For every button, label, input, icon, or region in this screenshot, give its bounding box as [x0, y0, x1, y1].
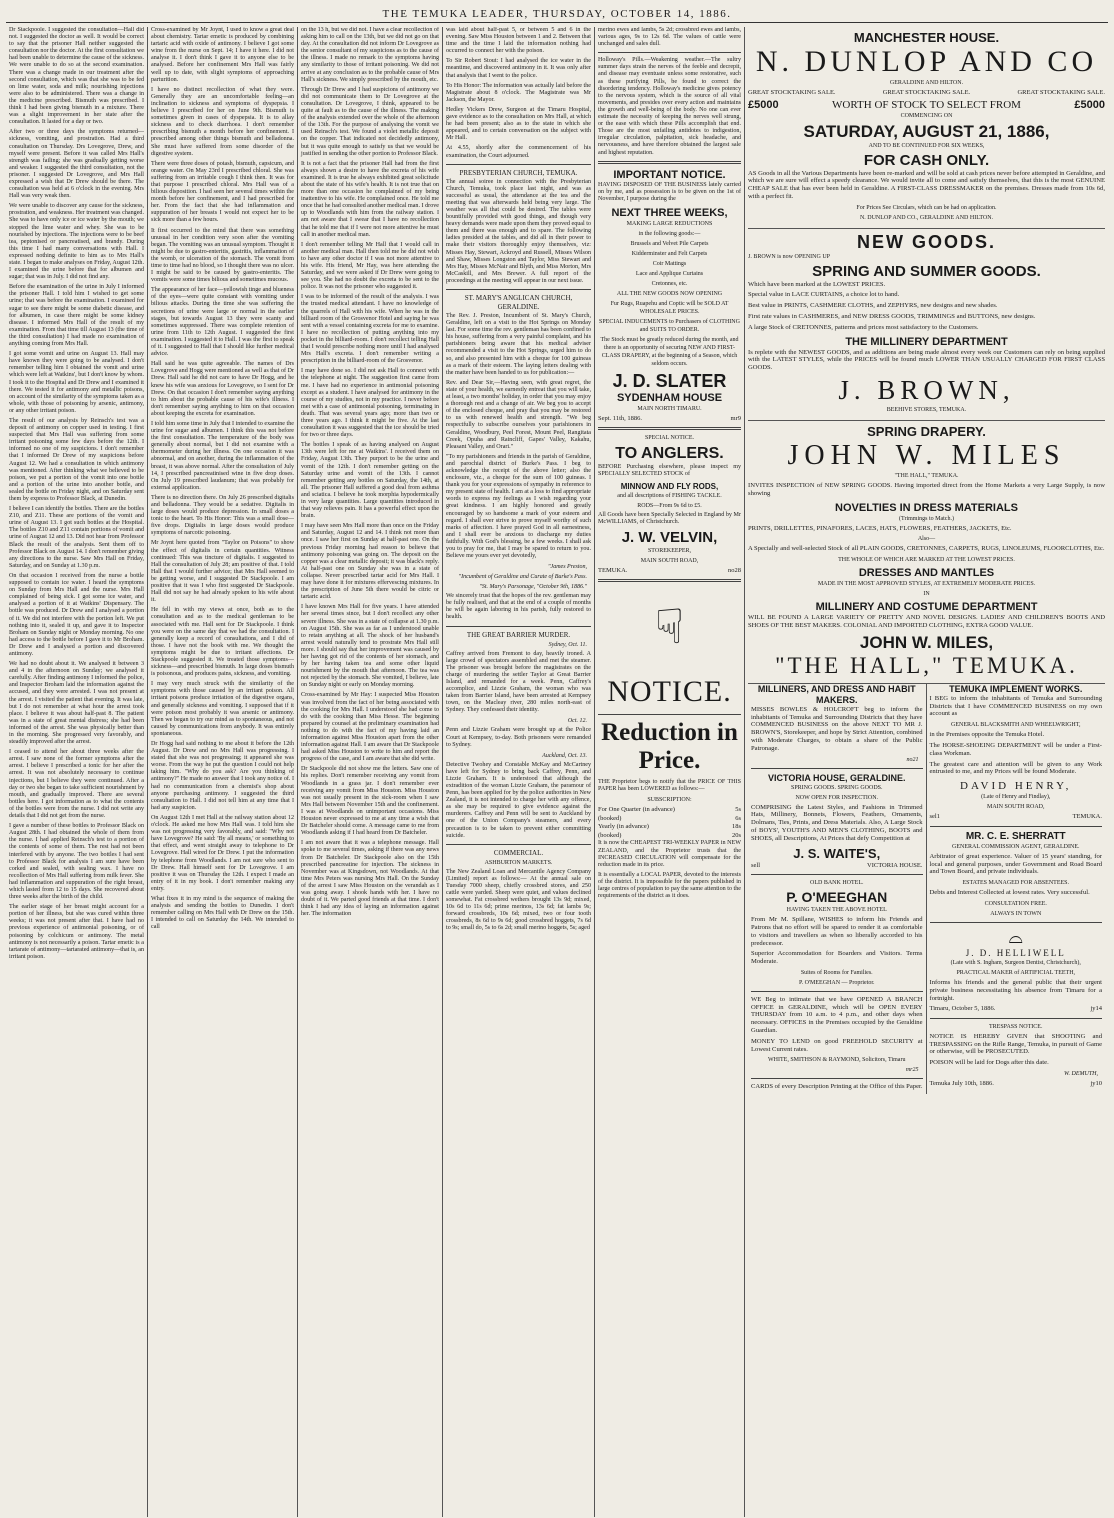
ad-line: ALWAYS IN TOWN: [990, 910, 1042, 917]
col3-paragraph: Dr Stackpoole did not show me the letters. Saw one of his replies. Don't remember receiving any vomit from Woodlands in a grass jar. I don't remember ever receiving any vomit from Miss Houston. Miss Houston was not usually present in the sick-room when I saw Mrs Hall between November 15th and the confinement. I was at Woodlands on unimportant occasions. Miss Houston never expressed to me at any time a wish that Dr Batcheler should come. A message came to me from Woodlands asking if I had heard from Dr Batcheler.: [301, 766, 439, 837]
signature: "St. Mary's Parsonage, "October 9th, 1886.": [479, 584, 587, 591]
ad-body: HAVING DISPOSED OF THE BUSINESS lately carried on by me, and as possession is to be given on the 1st of November, I purpose during the: [598, 181, 741, 202]
ad-line: (Trimmings to Match.): [899, 515, 954, 522]
subscription-price: 18s: [731, 823, 741, 831]
col2-paragraph: On August 12th I met Hall at the railway station about 12 o'clock. He asked me how Mrs Hall was. I told him she was not progressing very favorably, and said: "Why not have Lovegrove? He said: 'By all means,' or something to that effect, and went straight away to telephone to Dr Lovegrove. Hall wired for Dr Drew. I put the information by telephone from Woodlands. I am not sure who sent to Dr Drew. Hall himself sent for Dr Lovegrove. I am positive it was on Thursday the 12th. I expect I made an entry of it in my book. I don't remember making any entry.: [151, 814, 294, 892]
subscription-row: [598, 806, 741, 815]
ad-line: (Late with S. Ingham, Surgeon Dentist, Christchurch),: [950, 959, 1081, 966]
divider: [751, 768, 923, 769]
subscription-row: [598, 815, 741, 824]
ad-name: J. W. VELVIN,: [621, 528, 718, 546]
subscription-price: 6s: [735, 814, 741, 822]
divider: [446, 164, 591, 165]
holloway-ad: Holloway's Pills.—Weakening weather.—The sultry summer days strain the nerves of the feeble and decrepit, and disease may eventuate unless some restorative, such as these purifying Pills, be found to correct the disordering tendency. Holloway's medicine gives potency to the nervous system, which is the source of all vital movements, and presides over every action and maintains the growth and well-being of the body. No one can ever estimate the necessity of keeping the nerves well strung, or the ease with which these Pills accomplish that end. Those are the most unfailing antidotes to indigestion, irregular circulation, palpitation, sick headache, and nervousness, and have therefore obtained the largest sale and highest reputation.: [598, 57, 741, 156]
col3-paragraph: Through Dr Drew and I had suspicions of antimony we did not communicate them to Dr Lovegrove at the consultation. Dr Lovegrove, I think, appeared to be quite at fault as to the cause of the illness. The making of the analysis extended over the whole of the afternoon of the 13th. For the purpose of analysing the vomit we used Reinsch's test. We found a violet metallic deposit on the copper. That indicated not decidedly antimony, but it was quite enough to satisfy us that we would be justified in sending the other portion to Professor Black.: [301, 86, 439, 157]
col2-paragraph: There is no direction there. On July 26 prescribed digitalis and belladonna. They would be a sedative. Digitalis in large doses would produce depression. In small doses a tonic to the heart. To His Honor: This was a small dose—five drops. Digitalis in large doses would produce symptoms of narcotic poisoning.: [151, 494, 294, 537]
ad-line: SPECIAL NOTICE.: [644, 435, 695, 442]
divider: [930, 1018, 1103, 1019]
ad-footer: [598, 567, 741, 576]
ad-body: NOTICE IS HEREBY GIVEN that SHOOTING and TRESPASSING on the Rifle Range, Temuka, in pursuit of Game or otherwise, will be PROSECUTED.: [929, 1032, 1102, 1056]
ad-body: INVITES INSPECTION of NEW SPRING GOODS. Having imported direct from the Home Markets a very Large Supply, is now showing: [748, 482, 1105, 497]
divider: [446, 844, 591, 845]
ad-footer: [930, 1080, 1103, 1089]
ad-body: COMPRISING the Latest Styles, and Fashions in Trimmed Hats, Millinery, Bonnets, Flowers, Feathers, Ornaments, Dolmans, Ties, Prints, and Dress Materials. Also, A Large Stock of BOYS', YOUTH'S AND MEN'S CLOTHING, BOOTS and SHOES, all Descriptions, At Prices that defy Competition at: [751, 803, 923, 842]
col1-paragraph: The result of our analysis by Reinsch's test was a deposit of antimony on copper used in testing. I first suspected that Mrs Hall was suffering from some irritant poisoning some few days before the 12th. I informed no one of my suspicions. I don't remember that I informed Dr Drew of my suspicions before August 12. We had a consultation in which antimony was mentioned. After thinking what we believed to be poison, we put a portion of the vomit into one bottle and a portion of the urine into another bottle, and sealed the bottle on Friday night, and on Saturday sent them by express to Professor Black, at Dunedin.: [9, 417, 144, 502]
ad-line: MAIN SOUTH ROAD,: [640, 557, 699, 564]
ad-body: Informs his friends and the general public that their urgent private business necessitating his absence from Timaru for a fortnight.: [929, 978, 1102, 1002]
ad-heading: DRESSES AND MANTLES: [858, 567, 995, 580]
ad-heading: SPRING AND SUMMER GOODS.: [812, 262, 1041, 280]
col1-paragraph: The earlier stage of her breast might account for a portion of her illness, but she was cured within three weeks; it was not present after that. I have had no previous experience of antimonial poisoning, or of poisoning by colchicum or antimony. The metal antimony is not necessarily a poison. Tartar emetic is a tartarate of antimony—tartarated antimony—that is, an irritant poison.: [9, 904, 144, 960]
ad-line: and all descriptions of FISHING TACKLE.: [617, 492, 722, 499]
ad-body: BEFORE Purchasing elsewhere, please inspect my SPECIALLY SELECTED STOCK of: [598, 464, 741, 478]
ad-ref: no21: [906, 756, 919, 763]
amount: £5000: [748, 98, 779, 111]
ad-body: Superior Accommodation for Boarders and Visitors. Terms Moderate.: [751, 950, 923, 966]
ad-body: CARDS of every Description Printing at the Office of this Paper.: [751, 1083, 923, 1091]
ad-name: J. S. WAITE'S,: [793, 845, 881, 861]
col4-paragraph: Hedley Vickers Drew, Surgeon at the Timaru Hospital, gave evidence as to the consultation on Mrs Hall, at which he had been present; also as to the state in which she appeared, and to certain conversation on the subject with Mr Hall.: [446, 106, 591, 142]
local-text: It is essentially a LOCAL PAPER, devoted to the interests of the district. It is impossible for the papers published in large centres of population to pay the same attention to the requirements of the district as it does.: [598, 871, 741, 900]
col2-paragraph: What fixes it in my mind is the sequence of making the analysis and sending the bottles to Dunedin. I don't remember calling on Mrs Hall with Dr Drew on the 15th. I intended to call on Saturday the 14th. We intended to call: [151, 895, 294, 931]
manchester-house-ad: [748, 27, 1105, 229]
ad-line: NOW OPEN FOR INSPECTION.: [795, 794, 879, 801]
article-heading: THE GREAT BARRIER MURDER.: [466, 630, 571, 639]
col2-paragraph: It first occurred to the mind that there was something unusual in her condition very soon after the vomiting began. The vomiting was an unusual symptom. Thought it might be due to gastro-enteritis, gastritis, inflammation of the womb, or ulceration of the stomach. The vomit from time to time had no blood, so I thought there was no ulcer. I might be said to be caused by gastro-enteritis. The vomits were some times bilious and sometimes mucous.: [151, 227, 294, 284]
worth-line: WORTH OF STOCK TO SELECT FROM: [832, 98, 1021, 111]
ad-heading: THE MILLINERY DEPARTMENT: [845, 335, 1008, 348]
ad-date: Timaru, October 5, 1886.: [929, 1005, 996, 1013]
ad-footer: [598, 415, 741, 424]
ad-heading: TEMUKA IMPLEMENT WORKS.: [949, 683, 1083, 694]
divider: [446, 289, 591, 290]
subscription-heading: SUBSCRIPTION:: [647, 797, 692, 804]
ad-line: WHITE, SMITHSON & RAYMOND, Solicitors, Timaru: [768, 1057, 906, 1064]
ad-body: Best value in PRINTS, CASHMERE CLOTHS, and ZEPHYRS, new designs and new shades.: [748, 302, 998, 310]
subscription-term: (booked): [598, 814, 622, 822]
col1-paragraph: I gave a number of these bottles to Professor Black on August 28th. I had obtained the whole of them from the nurse. I had applied Reinsch's test to a portion of the contents of some of them. The rest had not been interfered with by anyone. The two bottles I had sent to Professor Black for analysis I am sure have been corked and sealed, with sealing wax. I have no recollection of Mrs Hall suffering from milk fever. She had inflammation and suppuration of the right breast, which lasted from 12 to 15 days. She recovered about three weeks after the birth of the child.: [9, 823, 144, 901]
ad-signature: W. DEMUTH,: [1064, 1070, 1098, 1077]
divider: [446, 626, 591, 627]
signature: "Incumbent of Geraldine and Curate of Burke's Pass.: [458, 574, 587, 581]
amount: £5000: [1074, 98, 1105, 111]
ad-line: MAIN NORTH TIMARU.: [637, 405, 702, 412]
col1-paragraph: We were unable to discover any cause for the sickness, prostration, and weakness. Her treatment was changed. She was to have only ice or ice water by the mouth; we stopped the lime water and whey. She was to be nourished by injections. The injections were to be beef tea, peptonised or pancreatised, and brandy. During this time I had many conversations with Hall. I expressed nothing definite to him as to Mrs Hall's state. I began to make analyses on Friday, August 12th. I examined the urine before that for albumen and sugar; that was in July. I did not find any.: [9, 203, 144, 281]
col2-paragraph: Hall said he was quite agreeable. The names of Drs Lovegrove and Hogg were mentioned as well as that of Dr Drew. Hall said he did not care to have Dr Hogg, and he knew his wife was anxious for Lovegrove, so I sent for Dr Drew. On that occasion I don't remember saying anything to him about the probable cause of his wife's illness. I don't remember saying anything to him on that occasion about keeping the excreta for examination.: [151, 361, 294, 417]
col2-paragraph: There were three doses of potash, bismuth, capsicum, and orange water. On May 23rd I prescribed chloral. She was suffering from an irritable cough I think then. It was for that purpose I prescribed chloral. Mrs Hall was of a bilious disposition. I had seen her several times within the month before her confinement, and I had prescribed for her. From the fact that she had inflammation and suppuration of her breasts I would not expect her to be sick more than a few hours.: [151, 160, 294, 224]
ad-title: MANCHESTER HOUSE.: [853, 30, 1000, 45]
ad-heading: NEXT THREE WEEKS,: [611, 206, 728, 219]
ad-heading: MILLINERY AND COSTUME DEPARTMENT: [815, 601, 1038, 614]
ad-line: MINNOW AND FLY RODS,: [620, 481, 719, 491]
col4-paragraph: To His Honor: The information was actually laid before the Magistrate about 8 o'clock. The Magistrate was Mr Jackson, the Mayor.: [446, 82, 591, 103]
col3-paragraph: I have known Mrs Hall for five years. I have attended her several times since, but I don't recollect any other severe illness. She was in a state of collapse at 1.30 p.m. on August 15th. She was as far as I understood unable to retain anything at all. The shock of her husband's arrest would naturally tend to prostrate Mrs Hall still more. I should say that her improvement was caused by her having got rid of the contents of her stomach, and by her having taken tea and some other liquid nourishment by the mouth that afternoon. The tea was not rejected by the stomach. She vomited, I believe, late on Sunday night or early on Monday morning.: [301, 604, 439, 689]
ad-heading: TO ANGLERS.: [615, 445, 724, 463]
ad-body: Is replete with the NEWEST GOODS, and as additions are being made almost every week our Customers can rely on being supplied with the LATEST STYLES, while the PRICES will be found much LOWER THAN USUALLY CHARGED FOR FIRST CLASS GOODS.: [748, 348, 1105, 372]
ad-line: J. BROWN is now OPENING UP: [748, 253, 831, 260]
article-body: The New Zealand Loan and Mercantile Agency Company (Limited) report as follows:— At the annual sale on Tuesday 7000 sheep, chiefly crossbred stores, and 250 cattle were yarded. Sheep were quiet, and values declined somewhat. Fat crossbred wethers brought 13s 9d; mixed, 10s 6d to 11s 6d; prime merinos, 13s 6d; fat lambs 9s; forward crossbreds, 10s 6d; mixed, two or four tooth crossbreds, 8s 6d to 9s 6d; good crossbred hoggets, 7s 6d to 9s; small do, 5s to 6s 2d; small merino hoggets, 5s; aged: [446, 868, 591, 932]
divider: [598, 52, 741, 53]
ad-line: THE WHOLE OF WHICH ARE MARKED AT THE LOWEST PRICES.: [838, 557, 1015, 564]
ad-line: RODS—From 9s 6d to £5.: [637, 502, 702, 509]
ad-name: N. DUNLOP AND CO: [755, 45, 1098, 78]
col3-paragraph: I don't remember telling Mr Hall that I would call in another medical man. Hall then told me he did not wish to have any other doctor if I was not more attentive to his wife. His friend, Mr Hay, was here attending the Saturday, and we were asked if Dr Drew were going to see you. She had no doubt the excreta to be sent to the police. It was not the prisoner who suggested it.: [301, 241, 439, 291]
ad-heading: VICTORIA HOUSE, GERALDINE.: [767, 772, 906, 783]
article-body: The Rev. J. Preston, Incumbent of St. Mary's Church, Geraldine, left on a visit to the Hot Springs on Monday last. For some time the rev. gentleman has been confined to his house, suffering from a very painful complaint, and his parishioners being aware that his medical adviser recommended a visit to the Hot Springs, urged him to do so, and also presented him with a cheque for 100 guineas as a mark of their esteem. The laying letters dealing with the matter have been handed to us for publication:—: [446, 313, 591, 376]
important-notice-ad: [598, 168, 741, 424]
col1-paragraph: I believe I can identify the bottles. There are the bottles Z10, and Z11. These are portions of the vomit and urine of August 13. I got such bottles at the Hospital. The bottles Z10 and Z11 contain portions of vomit and urine of August 12 and 13. Did not hear from Professor Black the result of the analysis. Sent them off to Professor Black on August 14. I don't remember giving any directions to the nurse. Saw Mrs Hall on Friday, Saturday, and on Sunday at 1.30 p.m.: [9, 506, 144, 569]
sale-line: GREAT STOCKTAKING SALE.: [748, 89, 836, 96]
divider: [598, 579, 741, 582]
col1-paragraph: I ceased to attend her about three weeks after the arrest. I saw none of the former symptoms after the arrest. I believe I prescribed a tonic for her after the arrest. It was not absolutely necessary to continue injections, but I believe they were continued. After a day or two she began to take sufficient nourishment by mouth, and gradually improved. There are several bottles here. I got information as to what the contents of the bottles were from the nurse. I did not write any details that I did not get from the nurse.: [9, 749, 144, 820]
ad-line: Fur Rugs, Ruapehu and Coptic will be SOLD AT WHOLESALE PRICES.: [610, 300, 729, 315]
col3-paragraph: The bottles I speak of as having analysed on August 13th were left for me at Watkins'. I received them on Friday, August 13th. They purport to be the urine and vomit of the 12th. I don't remember getting on the Saturday urine and vomit of the 13th. I cannot remember getting any bottles on Saturday, the 14th, at all. The prisoner Hall suffered a good deal from asthma and sciatica. I believe he took morphia hypodermically in very large quantities. Large quantities introduced in that way relieves pain. It has a powerful effect upon the brain.: [301, 442, 439, 520]
col2-paragraph: I have no distinct recollection of what they were. Generally they are an uncomfortable feeling—an inclination to sickness and symptoms of dyspepsia. I believe I prescribed for her on June 9th. Bismuth is sometimes given in cases of dyspepsia. It is to allay sickness and to check diarrhoea. I don't remember prescribing bismuth a month before her confinement. I prescribed among other things bismuth and belladonna. She must have suffered from some disorder of the digestive system.: [151, 86, 294, 157]
ad-ref: mr9: [730, 414, 741, 422]
ad-line: AND TO BE CONTINUED FOR SIX WEEKS,: [868, 142, 985, 149]
col3-paragraph: Cross-examined by Mr Hay: I suspected Miss Houston was involved from the fact of her being associated with the cooking for Mrs Hall. I understood she had come to do with the cooking than Miss Hesse. The beginning prepared by counsel at the preliminary examination had nothing to do with the fact of my having laid an information against Miss Houston apart from the other information against Hall. I am aware that Dr Stackpoole had asked Miss Houston to write to him and report the progress of the case, and I am aware that she did write.: [301, 692, 439, 763]
subscription-price: 5s: [735, 806, 741, 814]
ad-line: in the following goods:—: [638, 230, 701, 237]
ad-body: Arbitrator of great experience. Valuer of 15 years' standing, for local and general purposes, under Government and Road Board and Town Board, and private individuals.: [929, 852, 1102, 876]
ad-line: P. O'MEEGHAN — Proprietor.: [798, 979, 875, 986]
ad-body: AS Goods in all the Various Departments have been re-marked and will be sold at cash prices never before attempted in Geraldine, and which we are sure will effect a speedy clearance. We would invite all to come and satisfy themselves, that this is the most GENUINE CHEAP SALE that has ever been held in Geraldine. A FIRST-CLASS DRESSMAKER on the premises. Dresses made from 10s 6d, with a perfect fit.: [748, 169, 1105, 200]
cash-only: FOR CASH ONLY.: [863, 151, 990, 169]
ad-body: A large Stock of CRETONNES, patterns and prices most satisfactory to the Customers.: [748, 323, 979, 331]
col1-paragraph: Dr Stackpoole. I suggested the consultation—Hall did not. I suggested the doctor as well. It would be correct to say that the prisoner Hall neither suggested the consultation nor the doctor. At the first consultation we had been unable to determine the cause of the sickness. We were unable to do so at the second examination. There was a change made in our treatment after the second consultation, which was that she was to be fed on lime water, soda and milk; nourishing injections were also to be administered. There was a change in the medicine prescribed. Bismuth was prescribed. I think I had been giving bismuth in a mixture. There was a slight improvement in her state after the consultation. It lasted for a day or two.: [9, 27, 144, 126]
ad-name: JOHN W. MILES: [787, 440, 1066, 472]
ad-name: "THE HALL," TEMUKA.: [775, 652, 1078, 678]
dateline: Sydney, Oct. 11.: [548, 641, 587, 648]
ad-line: Suites of Rooms for Families.: [800, 969, 873, 976]
lower-ads: [748, 684, 1105, 1094]
columns: [6, 27, 1108, 1517]
masthead: THE TEMUKA LEADER, THURSDAY, OCTOBER 14, 1886.: [6, 6, 1108, 23]
sale-line: GREAT STOCKTAKING SALE.: [1017, 89, 1105, 96]
ad-body: WE Beg to intimate that we have OPENED A BRANCH OFFICE in GERALDINE, which will be OPEN EVERY THURSDAY from 10 a.m. to 4 p.m., and other days when necessary. OFFICES in the Premises occupied by the Geraldine Guardian.: [751, 995, 923, 1035]
subscription-price: 20s: [731, 831, 741, 839]
ad-line: GENERAL COMMISSION AGENT, GERALDINE.: [952, 843, 1080, 850]
ad-line: SYDENHAM HOUSE: [616, 391, 723, 404]
ad-line: Brussels and Velvet Pile Carpets: [630, 240, 709, 247]
col2-paragraph: Mr Joynt here quoted from "Taylor on Poisons" to show the effect of digitalis in certain quantities. Witness continued: This was tincture of digitalis. I suggested to Hall the consultation of July 28; am positive of that. I told Hall that I would further advice; that Mrs Hall seemed to be getting worse, and I suggested Dr Stackpoole. I am positive that it was I who first suggested Dr Stackpoole. Hall did not say he had already spoken to his wife about it.: [151, 540, 294, 604]
subscription-term: (booked): [598, 831, 622, 839]
ad-name: JOHN W. MILES,: [859, 632, 994, 652]
column-4: [443, 27, 595, 1517]
ad-ref: jy10: [1090, 1079, 1102, 1087]
column-2: [148, 27, 298, 1517]
ad-line: PRACTICAL MAKER of ARTIFICIAL TEETH,: [956, 969, 1076, 976]
ad-name: MR. C. E. SHERRATT: [965, 830, 1066, 842]
ad-line: BEEHIVE STORES, TEMUKA.: [886, 407, 967, 414]
divider: [930, 826, 1103, 827]
ad-line: SPECIAL INDUCEMENTS to Purchasers of CLOTHING and SUITS TO ORDER.: [599, 318, 740, 333]
article-heading: ST. MARY'S ANGLICAN CHURCH, GERALDINE.: [464, 294, 573, 311]
ad-footer: [930, 813, 1103, 822]
col1-paragraph: Before the examination of the urine in July I informed the prisoner Hall. I told him I wished to get some urine; that was before the examination. I examined for sugar to see there might be some diabetic disease, and for albumen, in case there might be some kidney disease. I informed Mrs Hall of the result of my examination. From that time till August 13 (the time of the third consultation) I had made no examination of anything coming from Mrs Hall.: [9, 284, 144, 348]
ad-ref: no28: [728, 566, 741, 574]
ad-town: TEMUKA.: [1072, 813, 1102, 821]
ad-line: (Late of Henry and Findlay),: [981, 794, 1051, 801]
ad-line: Cretonnes, etc.: [651, 280, 688, 287]
ad-line: N. DUNLOP AND CO., GERALDINE AND HILTON.: [859, 214, 994, 221]
cheapest-text: It is now the CHEAPEST TRI-WEEKLY PAPER in NEW ZEALAND, and the Proprietor trusts that the INCREASED CIRCULATION will compensate for the reduction made in its price.: [598, 840, 741, 868]
sale-date: SATURDAY, AUGUST 21, 1886,: [803, 121, 1050, 141]
col2-paragraph: Cross-examined by Mr Joynt, I used to know a great deal about chemistry. Tartar emetic is produced by combining tartaric acid with oxide of antimony. I believe I got some wine from the nurse on Sept. 14; I have it here. I did not analyse it. I don't think I gave it to anyone else to be analysed. Before her confinement Mrs Hall was fairly well up to date, with slight symptoms of approaching parturition.: [151, 27, 294, 83]
divider: [930, 922, 1103, 923]
column-5: [595, 27, 745, 1517]
divider: [751, 991, 923, 992]
ad-ref: sel1: [929, 813, 940, 821]
article-heading: PRESBYTERIAN CHURCH, TEMUKA.: [459, 168, 578, 177]
article-body: We sincerely trust that the hopes of the rev. gentleman may be fully realised, and that at the end of a couple of months he will be again laboring in his parish, fully restored to health.: [446, 593, 591, 621]
ad-line: COMMENCING ON: [900, 112, 953, 119]
article-subheading: ASHBURTON MARKETS.: [484, 859, 553, 866]
ad-name: DAVID HENRY,: [960, 780, 1072, 793]
col4-paragraph: At 4.55, shortly after the commencement of his examination, the Court adjourned.: [446, 145, 591, 159]
ad-line: ESTATES MANAGED FOR ABSENTEES.: [962, 880, 1070, 887]
ad-line: HAVING TAKEN THE ABOVE HOTEL: [786, 907, 887, 914]
ad-body: in the Premises opposite the Temuka Hotel.: [929, 731, 1045, 739]
market-text: merino ewes and lambs, 5s 2d; crossbred ewes and lambs, various ages, 9s to 12s 6d. The values of cattle were unchanged and sales dull.: [598, 27, 741, 48]
col2-paragraph: I may very much struck with the similarity of the symptoms with those caused by an irritant poison. All irritant poisons produce irritation of the digestive organs, and generally sickness and vomiting. I supposed that if it were poison most probably it was arsenic or antimony. Then we began to try our mind as to spontaneous, and not caused by communications from anybody. It was entirely spontaneous.: [151, 681, 294, 737]
col1-paragraph: On that occasion I received from the nurse a bottle supposed to contain ice water. I heard the symptoms on Sunday from Mrs Hall and the nurse. Mrs Hall complained of being sick. I got some ice water, and analysed a portion of it at Watkins' Dispensary. The bottle was produced. Dr Drew and I analysed a portion of it. We did not interfere with the portion left. We put nothing into it, sealed it up, and gave it to Inspector Broham on Sunday night or Monday morning. No one had access to the bottle before I gave it to Mr Broham. Dr Drew and I analysed a portion and discovered antimony.: [9, 572, 144, 657]
ad-body: First rate values in CASHMERES, and NEW DRESS GOODS, TRIMMINGS and BUTTONS, new designs.: [748, 313, 1036, 321]
ad-ref: sell: [751, 861, 761, 869]
ad-line: MADE IN THE MOST APPROVED STYLES, AT EXTREMELY MODERATE PRICES.: [817, 581, 1036, 588]
divider: [751, 1078, 923, 1079]
col2-paragraph: He fell in with my views at once, both as to the consultation and as to the medical gentleman to be associated with me. Hall sent for Dr Stackpoole. I think you were on the same day that we had the consultation. I generally keep a record of consultations, and I did of those. I have not the book with me. We thought the symptoms might be due to irritant affections. Dr Stackpoole suggested it. We treated those symptoms—sickness—and prescribed bismuth. In large doses bismuth is poisonous, and produces pains, sickness, and vomiting.: [151, 607, 294, 678]
article-body: Penn and Lizzie Graham were brought up at the Police Court at Kempsey, to-day. Both prisoners were remanded to Sydney.: [446, 727, 591, 748]
divider: [598, 427, 741, 430]
ad-body: MONEY TO LEND on good FREEHOLD SECURITY at Lowest Current rates.: [751, 1037, 923, 1053]
ad-body: The greatest care and attention will be given to any Work entrusted to me, and my Prices will be found Moderate.: [929, 760, 1102, 776]
col2-paragraph: I told him some time in July that I intended to examine the urine for sugar and albumen. I think this was not before the first consultation. The temperature of the body was generally about normal, but I did not examine with a thermometer during her illness. On one occasion it was abnormal, and on another, during the inflammation of the breast, it was above normal. After the consultation of July 14, I prescribed pancreatinised wine in five drop doses. On July 19 prescribed laudanum; that was probably for external application.: [151, 420, 294, 491]
ad-name: J. BROWN,: [838, 375, 1015, 406]
col3-paragraph: I may have seen Mrs Hall more than once on the Friday and Saturday, August 12 and 14. I think not more than once. I saw her first on Sunday at half-past one. On the previous Friday morning had reason to believe that antimony poisoning was going on. The deposit on the copper was a clear metallic deposit; it was black's reply. At half-past one on Sunday she was in a state of collapse. Never prescribed tartar acid for Mrs Hall. I may have done it for mixtures effervescing mixtures. In the prescription of June 5th there would be citric or tartaric acid.: [301, 523, 439, 601]
ad-body: All Goods have been Specially Selected in England by Mr McWILLIAMS, of Christchurch.: [598, 511, 741, 525]
letter-body: "To my parishioners and friends in the parish of Geraldine, and parochial district of Burke's Pass. I beg to acknowledge the receipt of the above letter; also the enclosure, viz., a cheque for the sum of 100 guineas. I thank you for your expressions of sympathy in reference to my present state of health. I am at a loss to find appropriate words to express my feelings as I wish regarding your great kindness. I am highly honored and greatly encouraged by so handsome a mark of your esteem and regard. I shall ever strive to prove myself worthy of such marks of affection. I have prayed God in all earnestness, and I shall ever be anxious to discharge my duties faithfully. With God's blessing, be a few weeks. I shall ask you to pray for me, that I may be spared to return to you. Believe me yours ever yet devotedly,: [446, 453, 591, 560]
ad-heading: NOVELTIES IN DRESS MATERIALS: [835, 501, 1018, 514]
article-body: Caffrey arrived from Fremont to day, heavily ironed. A large crowd of spectators assembled and met the steamer. The prisoner was brought before the magistrates on the charge of murdering the settler Taylor at Great Barrier Island, and remanded for a week. Penn, Caffrey's accomplice, and Lizzie Graham, the woman who was taken from Barrier Island, have been arrested at Kempsey town, on the Macleay river, 280 miles north-east of Sydney. They confessed their identity.: [446, 650, 591, 714]
ad-line: IN: [923, 591, 930, 598]
ad-line: Lace and Applique Curtains: [635, 270, 704, 277]
ad-line: Kidderminster and Felt Carpets: [631, 250, 708, 257]
ad-line: GERALDINE AND HILTON.: [889, 80, 964, 86]
ad-name: P. O'MEEGHAN: [786, 889, 888, 906]
ad-body: Special value in LACE CURTAINS, a choice lot to hand.: [748, 291, 900, 299]
ad-body: POISON will be laid for Dogs after this date.: [929, 1059, 1049, 1067]
ad-line: CONSULTATION FREE.: [984, 900, 1047, 907]
subscription-row: [598, 832, 741, 841]
dateline: Auckland, Oct. 13.: [542, 752, 587, 759]
column-3: [298, 27, 443, 1517]
ad-town: TEMUKA.: [598, 566, 628, 574]
lower-ads-right: [927, 684, 1106, 1094]
ad-heading: NEW GOODS.: [856, 231, 996, 252]
sale-lines: [748, 89, 1105, 98]
tooth-icon: ⌓: [1008, 926, 1023, 947]
ad-ref: mr25: [905, 1067, 919, 1074]
lower-ads-left: [748, 684, 927, 1094]
letter-body: Rev. and Dear Sir,—Having seen, with great regret, the state of your health, we earnestly entreat that you will take, at least, a two months' holiday, in order that you may enjoy a thorough rest and a change of air. We beg you to accept of the enclosed cheque, and pray that you may be restored to us with renewed health and strength. "We beg respectfully to subscribe ourselves your parishioners in Geraldine, Woodbury, Peel Forest, Mount Peel, Rangitata Creek, Opuha and Raincliff, Gapes' Valley, Kakahu, Pleasant Valley, and Orari.": [446, 379, 591, 450]
reduction-heading: Reduction in Price.: [601, 719, 738, 775]
new-goods-ad: [748, 229, 1105, 421]
ad-body: Which have been marked at the LOWEST PRICES.: [748, 280, 886, 288]
ad-footer: [930, 1005, 1103, 1014]
signature: "James Preston,: [548, 564, 587, 571]
ad-footer: [751, 862, 923, 871]
ad-body: From Mr M. Spillane, WISHES to inform his Friends and Patrons that no effort will be spared to render it as comfortable to visitors and travellers as when so liberally accorded to his predecessor.: [751, 916, 923, 947]
col3-paragraph: I am not aware that it was a telephone message. Hall spoke to me several times, asking if there was any news from Dr Batcheler. Dr Stackpoole also on the 15th prescribed pancreatine for injection. The sickness in November was at Kingsdown, not Woodlands. At that time Mrs Peters was nursing Mrs Hall. On the Sunday of the arrest I saw Miss Houston on the verandah as I was going away. I shook hands with her. I have no doubt of it. We parted good friends at that time. I don't think I had any idea of laying an information against her. The information: [301, 840, 439, 918]
column-6-ads: [745, 27, 1108, 1517]
john-miles-ad: [748, 421, 1105, 684]
divider: [751, 874, 923, 875]
ad-body: A Specially and well-selected Stock of all PLAIN GOODS, CRETONNES, CARPETS, RUGS, LINOLEUMS, FLOORCLOTHS, Etc.: [748, 545, 1105, 553]
ad-body: MISSES BOWLES & HOLCROFT beg to inform the inhabitants of Temuka and Surrounding Districts that they have COMMENCED BUSINESS on the above NEXT TO MR J. BROWN'S, Storekeeper, and hope by Strict Attention, combined with Moderate Charges, to obtain a share of the Public Patronage.: [751, 705, 923, 752]
ad-line: MAIN SOUTH ROAD,: [986, 804, 1045, 811]
ad-body: WILL BE FOUND A LARGE VARIETY OF PRETTY AND NOVEL DESIGNS. LADIES' AND CHILDREN'S BOOTS AND SHOES OF THE BEST MAKERS. COLONIAL AND IMPORTED CLOTHING, EXTRA GOOD VALUE.: [748, 614, 1105, 630]
col3-paragraph: on the 13 h, but we did not. I have a clear recollection of asking him to call on the 13th, but we did not go on that day. At the consultation did not inform Dr Lovegrove as the senior consultant of my suspicions as to the cause of the illness. I made no remark to the symptoms having any similarity to those of irritant poisoning. We did not arrive at any conclusion as to the probable cause of Mrs Hall's sickness. We simply prescribed by the mouth, etc.: [301, 27, 439, 83]
article-body: The annual soiree in connection with the Presbyterian Church, Temuka, took place last night, and was as successful as usual, the attendance at the tea and the meeting that was afterwards held being very large. The weather was all that could be desired. The tables were bountifully provided with good things, and though very heavy demands were made upon them they proved equal to them and there was enough and to spare. The following ladies presided at the tables, and did all in their power to make their visitors thoroughly enjoy themselves, viz: Misses Hay, Stewart, Ackroyd and Russell, Misses Wilson and Shaw, Misses Longston and Taylor, Miss Stewart and Mrs Hay, Misses McNair and Blyth, and Miss Morton, Mrs McCaskill, and Mrs Brewer. A full report of the proceedings at the meeting will appear in our next issue.: [446, 178, 591, 284]
notice-heading: NOTICE.: [607, 675, 732, 709]
ad-heading: SPRING DRAPERY.: [867, 424, 986, 440]
ad-line: OLD BANK HOTEL.: [810, 880, 864, 887]
ad-name: J. D. HELLIWELL: [965, 947, 1066, 958]
ad-line: STOREKEEPER,: [647, 547, 692, 554]
ad-body: PRINTS, DRILLETTES, PINAFORES, LACES, HATS, FLOWERS, FEATHERS, JACKETS, Etc.: [748, 524, 1012, 532]
pointing-hand-icon: ☟: [654, 601, 685, 655]
ad-line: Coir Mattings: [652, 260, 687, 267]
ad-line: Also—: [917, 536, 936, 543]
ad-line: GENERAL BLACKSMITH AND WHEELWRIGHT,: [951, 722, 1081, 729]
ad-body: Debts and Interest Collected at lowest rates. Very successful.: [929, 889, 1090, 897]
amount-row: [748, 98, 1105, 112]
ad-body: I BEG to inform the inhabitants of Temuka and Surrounding Districts that I have COMMENCED BUSINESS on my own account as: [929, 694, 1102, 718]
article-heading: COMMERCIAL.: [493, 848, 544, 857]
col2-paragraph: The appearance of her face—yellowish tinge and blueness of the eyes—were quite constant with vomiting under bilious attacks. During the time she was suffering the secretions of urine were large or normal in the earlier stages, but towards August 13 they were scanty and sometimes suppressed. There was complete retention of urine from 11th to 12th August. I suggested the first examination. I suggested it to Hall. I was the first to speak of it. I suggested to Hall that I should like further medical advice.: [151, 287, 294, 358]
sale-line: GREAT STOCKTAKING SALE.: [882, 89, 971, 96]
subscription-term: For One Quarter (in advance): [598, 806, 675, 814]
col1-paragraph: We had no doubt about it. We analysed it between 3 and 4 in the afternoon on Sunday; we analysed it carefully. After finding antimony I informed the police, and Inspector Broham laid the information against the accused, and they were arrested. I was not present at the arrest. I visited the patient that evening. It was late, but I do not remember at what hour the arrest took place. I believe it was about half-past 8. The patient was in a state of great mental distress; she had been informed of the arrest. She was physically better than in the morning. She progressed very favorably, and steadily improved after the arrest.: [9, 661, 144, 746]
ad-ref: jy14: [1090, 1005, 1102, 1013]
subscription-row: [598, 823, 741, 832]
ad-place: VICTORIA HOUSE.: [867, 861, 923, 869]
col4-paragraph: To Sir Robert Stout: I had analysed the ice water in the meantime, and discovered antimony in it. It was only after that analysis that I went to the police.: [446, 58, 591, 79]
ad-line: MAKING LARGE REDUCTIONS: [626, 220, 713, 227]
divider: [598, 714, 741, 715]
ad-heading: MILLINERS, AND DRESS AND HABIT MAKERS.: [757, 683, 916, 705]
anglers-ad: [598, 434, 741, 575]
col3-paragraph: I may have done so. I did not ask Hall to connect with the telephone at night. The suggestion first came from me. I have had no experience in antimonial poisoning except as a student. I have analysed for antimony in the course of my studies, not in my practice. I never before met with a case of antimonial poisoning, terminating in death. That was several years ago; more than two or three years ago. I think it might be five. At the last consultation it was suggested that the ice should be tried for two or three days.: [301, 368, 439, 439]
column-1: [6, 27, 148, 1517]
ad-body: The HORSE-SHOEING DEPARTMENT will be under a First-class Workman.: [929, 742, 1102, 757]
ad-date: Temuka July 10th, 1886.: [929, 1079, 994, 1087]
ad-line: ALL THE NEW GOODS NOW OPENING: [616, 290, 723, 297]
reduction-body: THE Proprietor begs to notify that the PRICE OF THIS PAPER has been LOWERED as follows:—: [598, 779, 741, 793]
ad-line: The Stock must be greatly reduced during the month, and there is an opportunity of securing NEW AND FIRST-CLASS DRAPERY, at the beginning of a Season, which seldom occurs.: [600, 336, 739, 367]
col3-paragraph: It is not a fact that the prisoner Hall had from the first always shown a desire to have the excreta of his wife examined. It is true he always exhibited great solicitude about the state of his wife's health. It is not true that on more than one occasion he complained of my being inattentive to his wife. He complained once. He told me once that he had consulted another medical man. I drove up to Woodlands with him from the railway station. I am not aware that I swear that I have no recollection that he told me that if I were not more attentive he must call in another medical man.: [301, 160, 439, 238]
dateline: Oct. 12.: [567, 718, 587, 725]
col1-paragraph: After two or three days the symptoms returned—sickness, vomiting, and prostration. Had a third consultation on Thursday. Drs Lovegrove, Drew, and myself were present. Before it was called Mrs Hall's strength was failing; she was gradually getting worse and weaker. I suggested the third consultation, not the prisoner. I suggested Dr Lovegrove, and Mrs Hall expressed a wish that Dr Drew should be there. The consultation was held at 6 o'clock in the evening. Mrs Hall was very weak then.: [9, 129, 144, 200]
ad-line: For Prices See Circulars, which can be had on application.: [856, 204, 997, 211]
ad-date: Sept. 11th, 1886.: [598, 414, 642, 422]
article-body: Detective Twohey and Constable McKay and McCartney have left for Sydney to bring back Caffrey, Penn, and Lizzie Graham. It is understood that although the extradition of the woman Lizzie Graham, the paramour of Penn, has been applied for by the police authorities in New Zealand, it is not intended to charge her with any offence, as she may be required to give evidence against the murderers. Caffrey and Penn will be sent to Auckland by one of the Union Company's steamers, and every precaution is to be taken to prevent either committing suicide.: [446, 761, 591, 839]
ad-line: "THE HALL," TEMUKA.: [894, 473, 959, 480]
subscription-term: Yearly (in advance): [598, 823, 649, 831]
col3-paragraph: I was to be informed of the result of the analysis. I was the trusted medical attendant. I have no knowledge of the quarrels of Hall with his wife. When he was in the billiard room of the Grosvenor Hotel and saying he was sent with a vessel containing excreta for me to examine. I have no recollection of putting anything into my pocket in the billiard-room. I don't recollect telling Hall that I would prescribe nothing more until I had analysed Mrs Hall's excreta. I don't remember writing a prescription in the billiard-room of the Grosvenor.: [301, 294, 439, 365]
col4-paragraph: was laid about half-past 5, or between 5 and 6 in the evening. Saw Miss Houston between 1 and 2. Between that time and the time I laid the information nothing had occurred to connect her with the poison.: [446, 27, 591, 55]
ad-name: J. D. SLATER: [612, 370, 727, 391]
ad-heading: TRESPASS NOTICE.: [989, 1023, 1043, 1030]
col2-paragraph: Dr Hogg had said nothing to me about it before the 12th August. Dr Drew and no Mrs Hall was progressing. I stated that she was not progressing; it appeared she was worse. From the way he put the question I could not help taking him. "Why do you ask? Are you thinking of antimony?" He made no answer that I took any notice of. I had no communication from a chemist's shop about anyone purchasing antimony. I suggested the third consultation to Hall. I did not tell him at any time that I had any suspicion.: [151, 741, 294, 811]
divider: [598, 161, 741, 164]
ad-line: SPRING GOODS. SPRING GOODS.: [790, 784, 883, 791]
col1-paragraph: I got some vomit and urine on August 13. Hall may have known they were going to be analysed. I don't remember telling him I obtained the vomit and urine which were left at Watkins', but I don't know by whom. I took it to the Hospital and Dr Drew and I examined it there. We tested it for antimony and metallic poisons, on account of the similarity of the symptoms taken as a whole, with those of poisoning by arsenic, antimony, or any other irritant poison.: [9, 351, 144, 414]
ad-heading: IMPORTANT NOTICE.: [613, 168, 726, 181]
